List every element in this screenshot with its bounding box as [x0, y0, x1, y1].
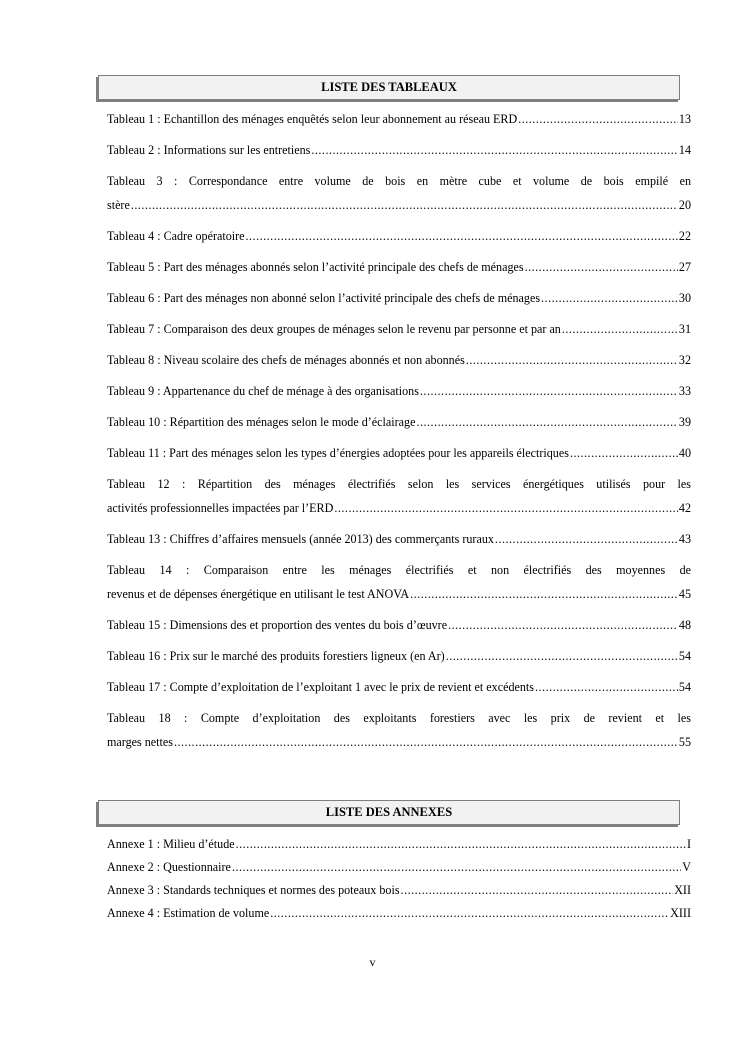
- dot-leader: [232, 859, 681, 875]
- entry-page: 20: [678, 198, 691, 212]
- entry-text: Tableau 1 : Echantillon des ménages enquêtés selon leur abonnement au réseau ERD: [107, 112, 518, 126]
- entry-page: XII: [674, 883, 691, 897]
- page-number: v: [369, 955, 376, 969]
- dot-leader: [416, 414, 677, 430]
- entry-text: Tableau 15 : Dimensions des et proportion des ventes du bois d’œuvre: [107, 618, 448, 632]
- entry-page: XIII: [670, 906, 691, 920]
- entry-page: 54: [678, 649, 691, 663]
- dot-leader: [541, 290, 678, 306]
- dot-leader: [535, 679, 678, 695]
- toc-entry-tableau-7[interactable]: [107, 321, 691, 337]
- entry-text-line1: Tableau 14 : Comparaison entre les ménages électrifiés et non électrifiés des moyennes de: [107, 563, 691, 577]
- dot-leader: [246, 228, 678, 244]
- entry-page: 27: [678, 260, 691, 274]
- entry-text: Annexe 3 : Standards techniques et normes des poteaux bois: [107, 883, 400, 897]
- dot-leader: [525, 259, 678, 275]
- entry-text: Tableau 6 : Part des ménages non abonné selon l’activité principale des chefs de ménages: [107, 291, 541, 305]
- entry-text: Tableau 8 : Niveau scolaire des chefs de ménages abonnés et non abonnés: [107, 353, 465, 367]
- entry-page: 42: [678, 501, 691, 515]
- entry-page: 32: [678, 353, 691, 367]
- toc-entry-tableau-14[interactable]: [107, 562, 691, 602]
- entry-page: 55: [678, 735, 691, 749]
- list-of-tables: [107, 111, 691, 765]
- entry-text: Tableau 17 : Compte d’exploitation de l’exploitant 1 avec le prix de revient et excédents: [107, 680, 534, 694]
- entry-text: Annexe 4 : Estimation de volume: [107, 906, 270, 920]
- entry-page: 40: [678, 446, 691, 460]
- dot-leader: [174, 734, 678, 750]
- toc-entry-annexe-1[interactable]: [107, 836, 691, 852]
- entry-text: Tableau 5 : Part des ménages abonnés selon l’activité principale des chefs de ménages: [107, 260, 524, 274]
- toc-entry-tableau-1[interactable]: [107, 111, 691, 127]
- entry-page: 39: [678, 415, 691, 429]
- entry-text: Tableau 4 : Cadre opératoire: [107, 229, 245, 243]
- entry-text: Tableau 13 : Chiffres d’affaires mensuels (année 2013) des commerçants ruraux: [107, 532, 494, 546]
- entry-page: 43: [678, 532, 691, 546]
- entry-text-line1: Tableau 18 : Compte d’exploitation des exploitants forestiers avec les prix de revient et les: [107, 711, 691, 725]
- entry-page: 45: [678, 587, 691, 601]
- list-of-annexes: [107, 836, 691, 928]
- entry-text: Tableau 10 : Répartition des ménages selon le mode d’éclairage: [107, 415, 416, 429]
- toc-entry-tableau-13[interactable]: [107, 531, 691, 547]
- dot-leader: [448, 617, 678, 633]
- dot-leader: [495, 531, 678, 547]
- toc-entry-tableau-10[interactable]: [107, 414, 691, 430]
- dot-leader: [518, 111, 678, 127]
- list-of-annexes-heading: LISTE DES ANNEXES: [98, 800, 680, 825]
- toc-entry-tableau-8[interactable]: [107, 352, 691, 368]
- toc-entry-tableau-2[interactable]: [107, 142, 691, 158]
- entry-text: revenus et de dépenses énergétique en utilisant le test ANOVA: [107, 587, 410, 601]
- entry-text: activités professionnelles impactées par l’ERD: [107, 501, 334, 515]
- toc-entry-tableau-4[interactable]: [107, 228, 691, 244]
- dot-leader: [236, 836, 686, 852]
- dot-leader: [401, 882, 674, 898]
- list-of-tables-heading: LISTE DES TABLEAUX: [98, 75, 680, 100]
- entry-page: I: [686, 837, 691, 851]
- toc-entry-tableau-6[interactable]: [107, 290, 691, 306]
- entry-text: Tableau 11 : Part des ménages selon les types d’énergies adoptées pour les appareils électriques: [107, 446, 569, 460]
- entry-page: 31: [678, 322, 691, 336]
- entry-page: V: [682, 860, 691, 874]
- dot-leader: [334, 500, 678, 516]
- entry-page: 33: [678, 384, 691, 398]
- toc-entry-tableau-16[interactable]: [107, 648, 691, 664]
- entry-text-line1: Tableau 12 : Répartition des ménages électrifiés selon les services énergétiques utilisés pour les: [107, 477, 691, 491]
- entry-text: Tableau 2 : Informations sur les entretiens: [107, 143, 311, 157]
- toc-entry-annexe-4[interactable]: [107, 905, 691, 921]
- toc-entry-tableau-9[interactable]: [107, 383, 691, 399]
- entry-page: 22: [678, 229, 691, 243]
- dot-leader: [562, 321, 678, 337]
- toc-entry-annexe-3[interactable]: [107, 882, 691, 898]
- dot-leader: [131, 197, 678, 213]
- dot-leader: [410, 586, 678, 602]
- entry-text: Tableau 9 : Appartenance du chef de ménage à des organisations: [107, 384, 419, 398]
- dot-leader: [420, 383, 678, 399]
- entry-text: marges nettes: [107, 735, 173, 749]
- toc-entry-tableau-18[interactable]: [107, 710, 691, 750]
- entry-page: 14: [678, 143, 691, 157]
- entry-page: 30: [678, 291, 691, 305]
- entry-text: Annexe 2 : Questionnaire: [107, 860, 231, 874]
- entry-text: Annexe 1 : Milieu d’étude: [107, 837, 235, 851]
- entry-text: Tableau 16 : Prix sur le marché des produits forestiers ligneux (en Ar): [107, 649, 445, 663]
- entry-page: 54: [678, 680, 691, 694]
- entry-text-line1: Tableau 3 : Correspondance entre volume de bois en mètre cube et volume de bois empilé en: [107, 174, 691, 188]
- dot-leader: [570, 445, 678, 461]
- entry-text: Tableau 7 : Comparaison des deux groupes de ménages selon le revenu par personne et par an: [107, 322, 561, 336]
- dot-leader: [466, 352, 678, 368]
- entry-page: 48: [678, 618, 691, 632]
- dot-leader: [311, 142, 678, 158]
- toc-entry-annexe-2[interactable]: [107, 859, 691, 875]
- entry-page: 13: [678, 112, 691, 126]
- toc-entry-tableau-17[interactable]: [107, 679, 691, 695]
- entry-text: stère: [107, 198, 130, 212]
- dot-leader: [270, 905, 669, 921]
- toc-entry-tableau-12[interactable]: [107, 476, 691, 516]
- toc-entry-tableau-3[interactable]: [107, 173, 691, 213]
- toc-entry-tableau-11[interactable]: [107, 445, 691, 461]
- toc-entry-tableau-5[interactable]: [107, 259, 691, 275]
- toc-entry-tableau-15[interactable]: [107, 617, 691, 633]
- dot-leader: [446, 648, 678, 664]
